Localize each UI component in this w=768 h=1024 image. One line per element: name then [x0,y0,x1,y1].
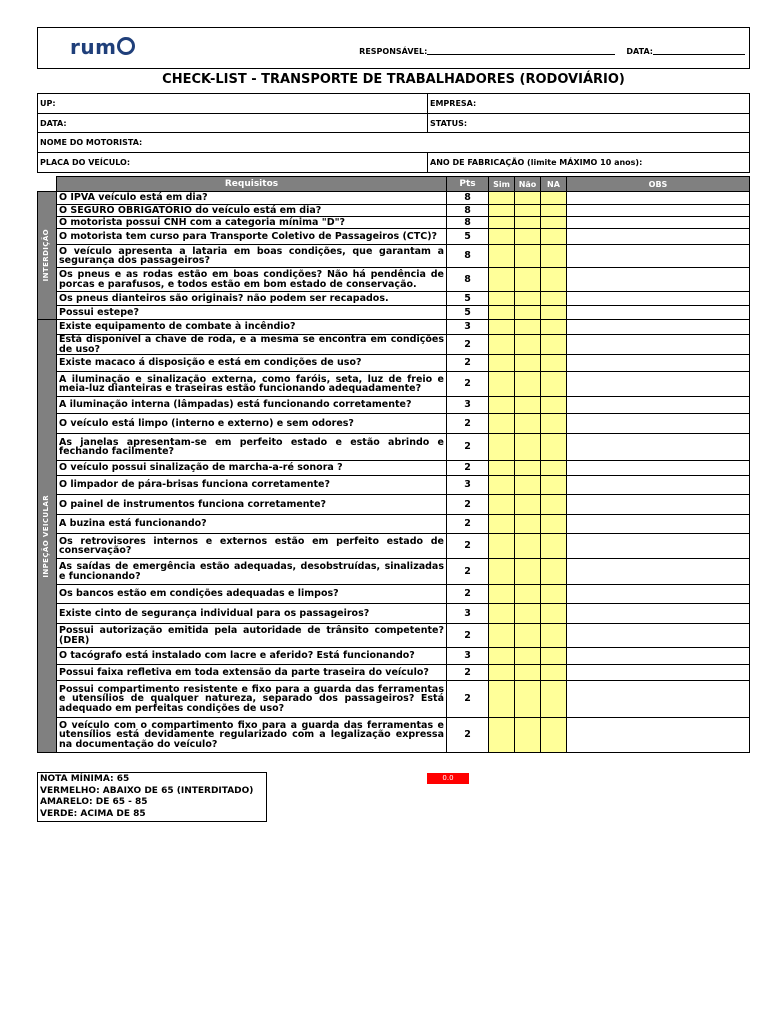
requirement-row [38,217,750,229]
data-field[interactable] [653,46,745,55]
requirement-points: 5 [447,229,489,245]
requirement-points: 2 [447,624,489,648]
header-requisitos: Requisitos [57,177,447,192]
requirement-label: A iluminação interna (lâmpadas) está funcionando corretamente? [59,399,412,411]
requirement-text [57,559,447,585]
check-na-cell[interactable] [541,665,567,681]
requirement-points: 2 [447,515,489,534]
requirement-row [38,245,750,268]
up-field[interactable]: UP: [38,94,428,114]
obs-cell[interactable] [567,495,750,515]
obs-cell[interactable] [567,192,750,205]
requirement-points: 2 [447,718,489,753]
check-na-cell[interactable] [541,624,567,648]
requirement-text [57,604,447,624]
requirement-points: 2 [447,665,489,681]
requirement-points: 3 [447,476,489,495]
obs-cell[interactable] [567,476,750,495]
legend-verde: VERDE: ACIMA DE 85 [40,808,146,819]
check-sim-cell[interactable] [489,624,515,648]
requirement-points: 8 [447,245,489,268]
check-sim-cell[interactable] [489,681,515,718]
obs-cell[interactable] [567,245,750,268]
requirement-text [57,718,447,753]
logo-o-icon [117,37,135,55]
requirement-label: Os retrovisores internos e externos estão em perfeito estado de conservação? [59,535,444,556]
check-sim-cell[interactable] [489,205,515,217]
obs-cell[interactable] [567,335,750,355]
check-na-cell[interactable] [541,604,567,624]
check-nao-cell[interactable] [515,245,541,268]
requirement-label: Possui faixa refletiva em toda extensão da parte traseira do veículo? [59,666,429,678]
requirement-points: 2 [447,355,489,372]
check-na-cell[interactable] [541,205,567,217]
requirement-label: O tacógrafo está instalado com lacre e aferido? Está funcionando? [59,650,415,662]
check-nao-cell[interactable] [515,306,541,320]
requirement-points: 3 [447,604,489,624]
check-nao-cell[interactable] [515,414,541,434]
requirement-label: A iluminação e sinalização externa, como faróis, seta, luz de freio e meia-luz dianteiras e traseiras estão funcionando adequadamente? [59,373,444,394]
obs-cell[interactable] [567,434,750,461]
requirement-label: O SEGURO OBRIGATÓRIO do veículo está em dia? [59,204,322,216]
requirement-row [38,268,750,292]
check-sim-cell[interactable] [489,414,515,434]
requirement-text [57,217,447,229]
responsavel-label: RESPONSÁVEL: [359,47,428,56]
info-table [37,93,750,173]
requirement-points: 3 [447,320,489,335]
check-nao-cell[interactable] [515,397,541,414]
requirement-label: O motorista tem curso para Transporte Coletivo de Passageiros (CTC)? [59,230,438,242]
check-sim-cell[interactable] [489,335,515,355]
requirement-row [38,320,750,335]
ano-field[interactable]: ANO DE FABRICAÇÃO (limite MÁXIMO 10 anos): [428,153,750,173]
section-label [38,320,57,753]
check-na-cell[interactable] [541,306,567,320]
check-sim-cell[interactable] [489,461,515,476]
check-sim-cell[interactable] [489,665,515,681]
check-nao-cell[interactable] [515,515,541,534]
status-field[interactable]: STATUS: [428,113,750,133]
obs-cell[interactable] [567,292,750,306]
header-obs: OBS [567,177,750,192]
requirement-points: 5 [447,306,489,320]
requirement-label: As saídas de emergência estão adequadas, desobstruídas, sinalizadas e funcionando? [59,561,444,582]
requirement-row [38,718,750,753]
obs-cell[interactable] [567,268,750,292]
obs-cell[interactable] [567,397,750,414]
check-na-cell[interactable] [541,397,567,414]
check-na-cell[interactable] [541,434,567,461]
requirement-text [57,515,447,534]
check-na-cell[interactable] [541,372,567,397]
section-label-text: INPEÇÃO VEICULAR [42,494,51,578]
check-sim-cell[interactable] [489,245,515,268]
requirement-points: 8 [447,217,489,229]
requirement-label: O painel de instrumentos funciona corretamente? [59,498,327,510]
legend-nota: NOTA MÍNIMA: 65 [40,774,130,784]
requirement-points: 2 [447,495,489,515]
header-pts: Pts [447,177,489,192]
requirement-text [57,648,447,665]
requirement-row [38,306,750,320]
header-fields [359,46,745,56]
check-nao-cell[interactable] [515,372,541,397]
requirement-row [38,534,750,559]
check-na-cell[interactable] [541,292,567,306]
requirement-label: Possui autorização emitida pela autoridade de trânsito competente? (DER) [59,625,444,646]
obs-cell[interactable] [567,681,750,718]
check-sim-cell[interactable] [489,434,515,461]
obs-cell[interactable] [567,355,750,372]
section-label [38,192,57,320]
requirement-row [38,665,750,681]
score-indicator: 0.0 [427,773,469,784]
check-sim-cell[interactable] [489,476,515,495]
requirement-row [38,585,750,604]
obs-cell[interactable] [567,559,750,585]
check-sim-cell[interactable] [489,268,515,292]
requirement-row [38,461,750,476]
requirement-row [38,372,750,397]
requirement-row [38,434,750,461]
rumo-logo [70,35,135,59]
check-sim-cell[interactable] [489,559,515,585]
check-sim-cell[interactable] [489,192,515,205]
requirement-points: 2 [447,335,489,355]
check-nao-cell[interactable] [515,320,541,335]
check-nao-cell[interactable] [515,434,541,461]
requirement-row [38,476,750,495]
responsavel-field[interactable] [427,46,615,55]
check-na-cell[interactable] [541,515,567,534]
requirement-label: Possui compartimento resistente e fixo para a guarda das ferramentas e utensílios de qualquer natureza, separado dos passageiros? Está adequado em perfeitas condições de uso? [59,683,444,714]
obs-cell[interactable] [567,648,750,665]
logo-text: rum [70,35,117,59]
requirement-label: Os pneus dianteiros são originais? não podem ser recapados. [59,292,389,304]
document-header [37,27,750,69]
check-nao-cell[interactable] [515,648,541,665]
requirement-label: Os bancos estão em condições adequadas e limpos? [59,588,339,600]
legend-amarelo: AMARELO: DE 65 - 85 [40,797,148,807]
legend-box [37,772,267,822]
check-sim-cell[interactable] [489,320,515,335]
requirement-points: 2 [447,414,489,434]
obs-cell[interactable] [567,665,750,681]
requirement-row [38,559,750,585]
data-label: DATA: [626,47,653,56]
obs-cell[interactable] [567,205,750,217]
check-sim-cell[interactable] [489,585,515,604]
check-sim-cell[interactable] [489,217,515,229]
obs-cell[interactable] [567,585,750,604]
check-nao-cell[interactable] [515,355,541,372]
check-na-cell[interactable] [541,229,567,245]
requirement-row [38,495,750,515]
requirement-points: 5 [447,292,489,306]
requirement-label: Possui estepe? [59,306,139,318]
requirement-label: O limpador de pára-brisas funciona corretamente? [59,479,330,491]
requirement-points: 2 [447,681,489,718]
obs-cell[interactable] [567,624,750,648]
check-nao-cell[interactable] [515,461,541,476]
requirement-text [57,229,447,245]
check-na-cell[interactable] [541,534,567,559]
requirement-points: 3 [447,397,489,414]
requirement-row [38,355,750,372]
obs-cell[interactable] [567,604,750,624]
requirement-text [57,292,447,306]
check-na-cell[interactable] [541,268,567,292]
requirement-points: 8 [447,205,489,217]
check-na-cell[interactable] [541,245,567,268]
check-sim-cell[interactable] [489,495,515,515]
requirement-row [38,648,750,665]
check-sim-cell[interactable] [489,292,515,306]
check-na-cell[interactable] [541,495,567,515]
header-sim: Sim [489,177,515,192]
requirement-label: Está disponível a chave de roda, e a mesma se encontra em condições de uso? [59,334,444,355]
requirement-text [57,665,447,681]
requirement-text [57,306,447,320]
check-nao-cell[interactable] [515,604,541,624]
check-na-cell[interactable] [541,476,567,495]
requirement-label: As janelas apresentam-se em perfeito estado e estão abrindo e fechando facilmente? [59,436,444,457]
requirements-table [37,176,750,753]
requirement-text [57,268,447,292]
obs-cell[interactable] [567,320,750,335]
check-nao-cell[interactable] [515,681,541,718]
motorista-field[interactable]: NOME DO MOTORISTA: [38,133,750,153]
obs-cell[interactable] [567,414,750,434]
check-na-cell[interactable] [541,681,567,718]
check-nao-cell[interactable] [515,559,541,585]
requirement-row [38,292,750,306]
requirement-text [57,681,447,718]
requirement-row [38,192,750,205]
requirement-text [57,624,447,648]
requirement-label: Existe macaco á disposição e está em condições de uso? [59,357,362,369]
header-na: NA [541,177,567,192]
requirement-row [38,397,750,414]
check-nao-cell[interactable] [515,268,541,292]
check-sim-cell[interactable] [489,355,515,372]
obs-cell[interactable] [567,306,750,320]
requirement-text [57,414,447,434]
check-na-cell[interactable] [541,335,567,355]
requirement-text [57,495,447,515]
check-na-cell[interactable] [541,559,567,585]
requirement-points: 8 [447,192,489,205]
check-na-cell[interactable] [541,320,567,335]
requirement-text [57,585,447,604]
check-nao-cell[interactable] [515,718,541,753]
obs-cell[interactable] [567,372,750,397]
requirement-text [57,534,447,559]
requirement-points: 2 [447,461,489,476]
requirement-text [57,397,447,414]
requirement-row [38,681,750,718]
data-field-row[interactable]: DATA: [38,113,428,133]
check-nao-cell[interactable] [515,624,541,648]
check-nao-cell[interactable] [515,229,541,245]
empresa-field[interactable]: EMPRESA: [428,94,750,114]
requirement-label: Existe equipamento de combate à incêndio? [59,321,296,333]
requirement-points: 2 [447,434,489,461]
requirement-label: O IPVA veículo está em dia? [59,192,208,204]
requirement-row [38,414,750,434]
check-sim-cell[interactable] [489,229,515,245]
check-nao-cell[interactable] [515,335,541,355]
check-sim-cell[interactable] [489,397,515,414]
obs-cell[interactable] [567,534,750,559]
requirement-text [57,245,447,268]
check-sim-cell[interactable] [489,515,515,534]
header-nao: Não [515,177,541,192]
requirement-text [57,476,447,495]
check-nao-cell[interactable] [515,495,541,515]
requirement-text [57,205,447,217]
requirement-row [38,335,750,355]
header-spacer [38,177,57,192]
check-sim-cell[interactable] [489,534,515,559]
check-nao-cell[interactable] [515,665,541,681]
requirement-label: O veículo com o compartimento fixo para a guarda das ferramentas e utensílios está devidamente regularizado com a legalização expressa na documentação do veículo? [59,719,444,750]
page-title: CHECK-LIST - TRANSPORTE DE TRABALHADORES (RODOVIÁRIO) [162,72,625,87]
check-na-cell[interactable] [541,648,567,665]
check-na-cell[interactable] [541,585,567,604]
check-nao-cell[interactable] [515,217,541,229]
check-nao-cell[interactable] [515,585,541,604]
requirement-points: 2 [447,372,489,397]
check-na-cell[interactable] [541,718,567,753]
requirement-label: A buzina está funcionando? [59,518,207,530]
obs-cell[interactable] [567,718,750,753]
requirement-row [38,604,750,624]
requirement-label: O veículo apresenta a lataria em boas condições, que garantam a segurança dos passageiros? [59,245,444,266]
placa-field[interactable]: PLACA DO VEÍCULO: [38,153,428,173]
requirement-points: 3 [447,648,489,665]
requirement-row [38,229,750,245]
check-na-cell[interactable] [541,217,567,229]
check-na-cell[interactable] [541,414,567,434]
check-sim-cell[interactable] [489,372,515,397]
requirement-text [57,320,447,335]
requirement-label: O motorista possui CNH com a categoria mínima "D"? [59,216,346,228]
requirement-text [57,434,447,461]
check-na-cell[interactable] [541,461,567,476]
requirement-points: 2 [447,534,489,559]
requirement-text [57,461,447,476]
legend-vermelho: VERMELHO: ABAIXO DE 65 (INTERDITADO) [40,785,254,796]
check-nao-cell[interactable] [515,192,541,205]
requirement-label: O veículo possui sinalização de marcha-a-ré sonora ? [59,462,343,474]
requirement-label: Os pneus e as rodas estão em boas condições? Não há pendência de porcas e parafusos, e todos estão em bom estado de conservação. [59,269,444,290]
requirement-text [57,192,447,205]
check-nao-cell[interactable] [515,292,541,306]
requirement-row [38,205,750,217]
check-sim-cell[interactable] [489,648,515,665]
check-sim-cell[interactable] [489,718,515,753]
requirement-points: 8 [447,268,489,292]
requirement-row [38,624,750,648]
check-na-cell[interactable] [541,192,567,205]
obs-cell[interactable] [567,217,750,229]
check-nao-cell[interactable] [515,534,541,559]
requirement-points: 2 [447,559,489,585]
check-nao-cell[interactable] [515,205,541,217]
obs-cell[interactable] [567,461,750,476]
requirement-text [57,335,447,355]
requirement-text [57,355,447,372]
check-sim-cell[interactable] [489,604,515,624]
section-label-text: INTERDIÇÃO [42,229,51,282]
requirement-text [57,372,447,397]
requirement-points: 2 [447,585,489,604]
obs-cell[interactable] [567,515,750,534]
requirement-label: O veículo está limpo (interno e externo) e sem odores? [59,417,354,429]
requirement-label: Existe cinto de segurança individual para os passageiros? [59,607,370,619]
check-na-cell[interactable] [541,355,567,372]
check-nao-cell[interactable] [515,476,541,495]
obs-cell[interactable] [567,229,750,245]
requirement-row [38,515,750,534]
check-sim-cell[interactable] [489,306,515,320]
